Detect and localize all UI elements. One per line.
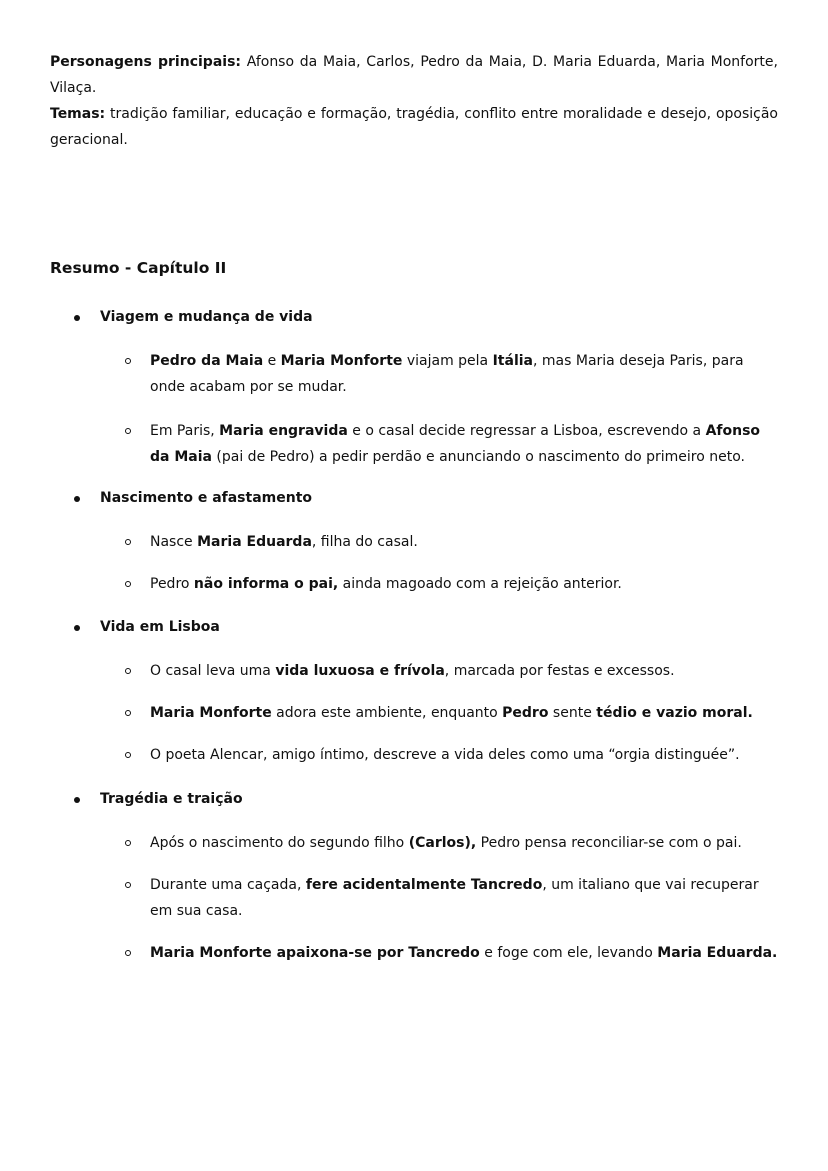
list-item	[50, 872, 778, 924]
text: viajam pela	[402, 353, 493, 369]
text: (pai de Pedro) a pedir perdão e anunciando o nascimento do primeiro neto.	[211, 449, 745, 465]
text: , marcada por festas e excessos.	[444, 663, 675, 679]
text: Nasce	[150, 534, 198, 550]
list-item	[50, 700, 778, 726]
circle-bullet-icon	[125, 668, 131, 674]
bold-text: Pedro	[502, 705, 549, 721]
list-item	[50, 940, 778, 966]
text: Pedro	[150, 576, 194, 592]
bold-text: Maria Monforte	[280, 353, 403, 369]
bold-text: não informa o pai,	[193, 576, 339, 592]
bold-text: vida luxuosa e frívola	[275, 663, 445, 679]
circle-bullet-icon	[125, 950, 131, 956]
section-tragedy	[50, 788, 778, 966]
list-item	[50, 571, 778, 597]
circle-bullet-icon	[125, 358, 131, 364]
text: Em Paris,	[150, 423, 220, 439]
intro-block	[50, 49, 778, 153]
list-item	[50, 418, 778, 470]
bullet-icon	[74, 625, 80, 631]
section-birth	[50, 487, 778, 597]
text: adora este ambiente, enquanto	[271, 705, 503, 721]
list-item	[50, 830, 778, 856]
bullet-icon	[74, 315, 80, 321]
text: Após o nascimento do segundo filho	[150, 835, 409, 851]
section-lisbon	[50, 616, 778, 768]
text: e o casal decide regressar a Lisboa, escrevendo a	[347, 423, 706, 439]
circle-bullet-icon	[125, 752, 131, 758]
section-title: Viagem e mudança de vida	[50, 306, 778, 328]
section-title: Vida em Lisboa	[50, 616, 778, 638]
section-title: Tragédia e traição	[50, 788, 778, 810]
characters-label: Personagens principais:	[50, 54, 241, 70]
circle-bullet-icon	[125, 710, 131, 716]
circle-bullet-icon	[125, 581, 131, 587]
text: Durante uma caçada,	[150, 877, 306, 893]
bold-text: fere acidentalmente Tancredo	[305, 877, 543, 893]
chapter-summary-heading: Resumo - Capítulo II	[50, 259, 227, 277]
text: e foge com ele, levando	[479, 945, 658, 961]
text: , filha do casal.	[311, 534, 418, 550]
bold-text: Pedro da Maia	[150, 353, 264, 369]
circle-bullet-icon	[125, 539, 131, 545]
circle-bullet-icon	[125, 882, 131, 888]
bold-text: Maria Monforte	[150, 705, 272, 721]
list-item	[50, 529, 778, 555]
text: sente	[548, 705, 597, 721]
text: O poeta Alencar, amigo íntimo, descreve a vida deles como uma “orgia distinguée”.	[150, 747, 740, 763]
bullet-icon	[74, 496, 80, 502]
list-item	[50, 742, 778, 768]
text: Pedro pensa reconciliar-se com o pai.	[476, 835, 742, 851]
main-characters-line	[50, 49, 778, 101]
text: ainda magoado com a rejeição anterior.	[338, 576, 622, 592]
text: , mas Maria deseja Paris, para onde acabam por se mudar.	[150, 353, 744, 395]
text: , um italiano que vai recuperar em sua casa.	[150, 877, 759, 919]
text: e	[263, 353, 281, 369]
bold-text: Maria engravida	[219, 423, 348, 439]
bold-text: tédio e vazio moral.	[596, 705, 753, 721]
themes-line	[50, 101, 778, 153]
themes-text: tradição familiar, educação e formação, tragédia, conflito entre moralidade e desejo, oposição geracional.	[50, 106, 778, 148]
bold-text: Afonso da Maia	[150, 423, 761, 465]
text: O casal leva uma	[150, 663, 276, 679]
section-travel	[50, 306, 778, 470]
characters-text: Afonso da Maia, Carlos, Pedro da Maia, D. Maria Eduarda, Maria Monforte, Vilaça.	[50, 54, 778, 96]
bold-text: Maria Monforte apaixona-se por Tancredo	[150, 945, 480, 961]
circle-bullet-icon	[125, 428, 131, 434]
list-item	[50, 658, 778, 684]
bold-text: (Carlos),	[408, 835, 477, 851]
section-title: Nascimento e afastamento	[50, 487, 778, 509]
bold-text: Maria Eduarda.	[657, 945, 778, 961]
themes-label: Temas:	[50, 106, 106, 122]
bold-text: Maria Eduarda	[197, 534, 312, 550]
bullet-icon	[74, 797, 80, 803]
circle-bullet-icon	[125, 840, 131, 846]
list-item	[50, 348, 778, 400]
bold-text: Itália	[492, 353, 533, 369]
